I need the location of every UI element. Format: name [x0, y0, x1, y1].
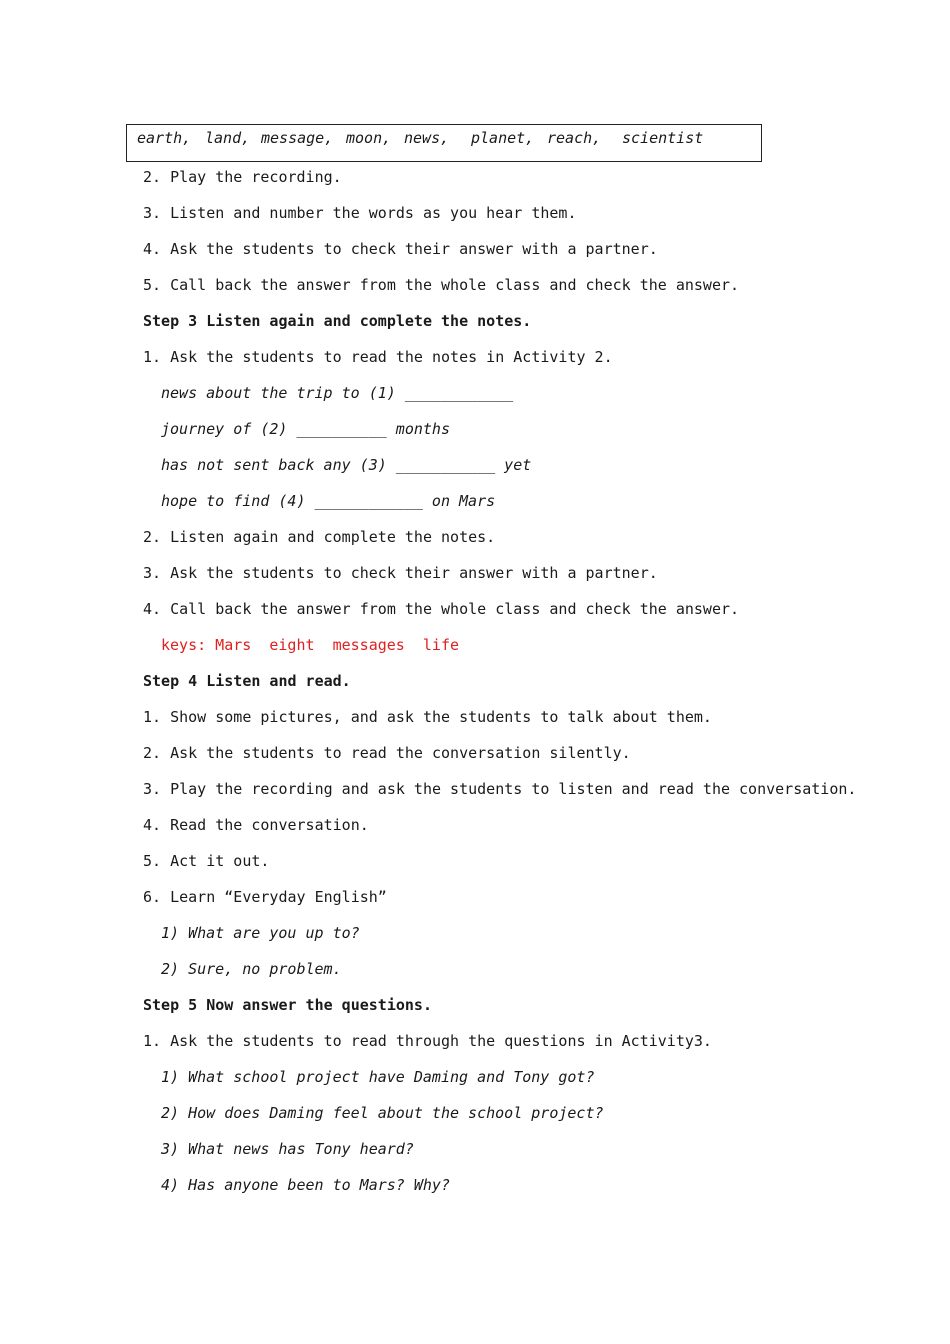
everyday-english-phrase: 2) Sure, no problem.	[161, 960, 342, 978]
question-line: 4) Has anyone been to Mars? Why?	[161, 1176, 450, 1194]
step2-item: 5. Call back the answer from the whole class and check the answer.	[143, 276, 740, 294]
word-box-item: land,	[205, 129, 251, 147]
note-line: journey of (2) __________ months	[161, 420, 450, 438]
word-box-item: reach,	[547, 129, 602, 147]
step3-item: 1. Ask the students to read the notes in Activity 2.	[143, 348, 613, 366]
question-line: 3) What news has Tony heard?	[161, 1140, 414, 1158]
step4-item: 1. Show some pictures, and ask the students to talk about them.	[143, 708, 712, 726]
everyday-english-phrase: 1) What are you up to?	[161, 924, 360, 942]
step5-heading: Step 5 Now answer the questions.	[143, 996, 432, 1014]
step4-item: 4. Read the conversation.	[143, 816, 369, 834]
note-line: hope to find (4) ____________ on Mars	[161, 492, 496, 510]
note-line: has not sent back any (3) ___________ yet	[161, 456, 532, 474]
step3-item: 4. Call back the answer from the whole class and check the answer.	[143, 600, 740, 618]
step4-item: 3. Play the recording and ask the students to listen and read the conversation.	[143, 780, 857, 798]
word-box-item: earth,	[137, 129, 192, 147]
step2-item: 2. Play the recording.	[143, 168, 342, 186]
word-box-item: news,	[404, 129, 450, 147]
word-box-item: message,	[261, 129, 334, 147]
step4-item: 5. Act it out.	[143, 852, 270, 870]
step3-item: 3. Ask the students to check their answer with a partner.	[143, 564, 658, 582]
step4-item: 6. Learn “Everyday English”	[143, 888, 387, 906]
step4-item: 2. Ask the students to read the conversation silently.	[143, 744, 631, 762]
word-box-item: moon,	[346, 129, 392, 147]
step5-item: 1. Ask the students to read through the questions in Activity3.	[143, 1032, 712, 1050]
step2-item: 4. Ask the students to check their answer with a partner.	[143, 240, 658, 258]
answer-keys: keys: Mars eight messages life	[161, 636, 460, 654]
note-line: news about the trip to (1) ____________	[161, 384, 514, 402]
word-box-item: scientist	[622, 129, 704, 147]
step4-heading: Step 4 Listen and read.	[143, 672, 351, 690]
step2-item: 3. Listen and number the words as you hear them.	[143, 204, 577, 222]
word-box	[126, 124, 762, 162]
question-line: 2) How does Daming feel about the school project?	[161, 1104, 604, 1122]
step3-heading: Step 3 Listen again and complete the notes.	[143, 312, 532, 330]
step3-item: 2. Listen again and complete the notes.	[143, 528, 496, 546]
word-box-item: planet,	[471, 129, 535, 147]
question-line: 1) What school project have Daming and Tony got?	[161, 1068, 595, 1086]
